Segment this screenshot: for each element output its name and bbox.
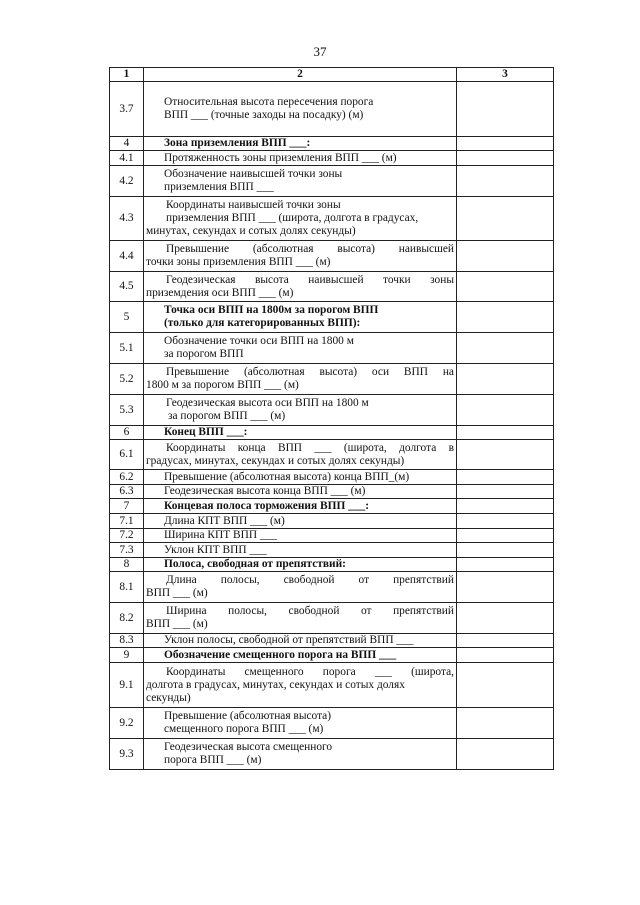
row-number: 7.1 bbox=[110, 514, 144, 529]
description-line: Обозначение точки оси ВПП на 1800 м bbox=[164, 335, 354, 347]
table-row bbox=[110, 485, 554, 499]
table-row bbox=[110, 663, 554, 708]
value-cell[interactable] bbox=[457, 739, 554, 770]
value-cell[interactable] bbox=[457, 137, 554, 151]
section-number: 6 bbox=[110, 426, 144, 440]
row-description: Уклон полосы, свободной от препятствий ВПП ___ bbox=[144, 634, 457, 648]
value-cell[interactable] bbox=[457, 634, 554, 648]
table-row bbox=[110, 302, 554, 333]
table-row bbox=[110, 151, 554, 166]
description-line: Относительная высота пересечения порога bbox=[164, 96, 374, 108]
table-row bbox=[110, 634, 554, 648]
section-title: Концевая полоса торможения ВПП ___: bbox=[144, 499, 457, 514]
description-line: секунды) bbox=[146, 691, 191, 704]
table-row bbox=[110, 82, 554, 137]
value-cell[interactable] bbox=[457, 426, 554, 440]
description-line: за порогом ВПП ___ (м) bbox=[168, 410, 286, 422]
row-description: Длина КПТ ВПП ___ (м) bbox=[144, 514, 457, 529]
row-number: 6.3 bbox=[110, 485, 144, 499]
description-line: за порогом ВПП bbox=[164, 348, 244, 360]
section-title: Конец ВПП ___: bbox=[144, 426, 457, 440]
page-number: 37 bbox=[313, 44, 327, 59]
row-number: 3.7 bbox=[110, 82, 144, 137]
description-line: Координаты конца ВПП ___ (широта, долгота в bbox=[166, 441, 454, 454]
value-cell[interactable] bbox=[457, 663, 554, 708]
row-description: Протяженность зоны приземления ВПП ___ (м) bbox=[144, 151, 457, 166]
table-row bbox=[110, 529, 554, 543]
row-number: 9.1 bbox=[110, 663, 144, 708]
description-line: минутах, секундах и сотых долях секунды) bbox=[146, 225, 356, 237]
description-line: смещенного порога ВПП ___ (м) bbox=[164, 723, 324, 735]
table-row bbox=[110, 395, 554, 426]
table-row bbox=[110, 364, 554, 395]
value-cell[interactable] bbox=[457, 572, 554, 603]
row-description bbox=[144, 440, 457, 470]
row-number: 4.2 bbox=[110, 166, 144, 197]
column-header-2: 2 bbox=[144, 68, 457, 82]
value-cell[interactable] bbox=[457, 151, 554, 166]
value-cell[interactable] bbox=[457, 395, 554, 426]
row-number: 8.3 bbox=[110, 634, 144, 648]
description-line: Точка оси ВПП на 1800м за порогом ВПП bbox=[164, 304, 379, 316]
row-description bbox=[144, 364, 457, 395]
description-line: приземдения оси ВПП ___ (м) bbox=[146, 286, 294, 299]
row-description bbox=[144, 197, 457, 241]
table-row bbox=[110, 499, 554, 514]
value-cell[interactable] bbox=[457, 364, 554, 395]
value-cell[interactable] bbox=[457, 333, 554, 364]
value-cell[interactable] bbox=[457, 241, 554, 272]
description-line: (только для категорированных ВПП): bbox=[164, 317, 361, 329]
value-cell[interactable] bbox=[457, 82, 554, 137]
row-number: 7.3 bbox=[110, 543, 144, 558]
description-line: ВПП ___ (м) bbox=[146, 587, 208, 599]
row-description: Уклон КПТ ВПП ___ bbox=[144, 543, 457, 558]
description-line: ВПП ___ (точные заходы на посадку) (м) bbox=[164, 109, 364, 121]
value-cell[interactable] bbox=[457, 514, 554, 529]
value-cell[interactable] bbox=[457, 166, 554, 197]
table-row bbox=[110, 197, 554, 241]
value-cell[interactable] bbox=[457, 529, 554, 543]
description-line: Координаты смещенного порога ___ (широта, bbox=[166, 665, 454, 678]
row-description bbox=[144, 663, 457, 708]
column-header-3: 3 bbox=[457, 68, 554, 82]
description-line: Превышение (абсолютная высота) наивысшей bbox=[166, 243, 454, 255]
description-line: порога ВПП ___ (м) bbox=[164, 754, 262, 766]
row-description bbox=[144, 166, 457, 197]
section-number: 4 bbox=[110, 137, 144, 151]
description-line: приземления ВПП ___ bbox=[164, 181, 274, 193]
row-description bbox=[144, 603, 457, 634]
section-number: 7 bbox=[110, 499, 144, 514]
value-cell[interactable] bbox=[457, 543, 554, 558]
section-title: Полоса, свободная от препятствий: bbox=[144, 558, 457, 572]
row-number: 9.2 bbox=[110, 708, 144, 739]
row-description bbox=[144, 272, 457, 302]
table-row bbox=[110, 333, 554, 364]
description-line: Превышение (абсолютная высота) оси ВПП на bbox=[166, 366, 454, 378]
description-line: 1800 м за порогом ВПП ___ (м) bbox=[146, 379, 299, 391]
row-number: 4.4 bbox=[110, 241, 144, 272]
row-description bbox=[144, 572, 457, 603]
row-number: 8.2 bbox=[110, 603, 144, 634]
section-number: 9 bbox=[110, 648, 144, 663]
section-title bbox=[144, 302, 457, 333]
description-line: Длина полосы, свободной от препятствий bbox=[166, 574, 454, 586]
description-line: Превышение (абсолютная высота) bbox=[164, 710, 332, 722]
description-line: Геодезическая высота смещенного bbox=[164, 741, 333, 753]
value-cell[interactable] bbox=[457, 708, 554, 739]
description-line: точки зоны приземления ВПП ___ (м) bbox=[146, 256, 331, 268]
description-line: Ширина полосы, свободной от препятствий bbox=[166, 605, 454, 617]
table-row bbox=[110, 708, 554, 739]
value-cell[interactable] bbox=[457, 648, 554, 663]
row-number: 4.3 bbox=[110, 197, 144, 241]
value-cell[interactable] bbox=[457, 603, 554, 634]
description-line: долгота в градусах, минутах, секундах и сотых долях bbox=[146, 678, 405, 691]
description-line: Геодезическая высота оси ВПП на 1800 м bbox=[166, 397, 369, 409]
aerodrome-data-table bbox=[109, 67, 554, 770]
table-row bbox=[110, 603, 554, 634]
table-row bbox=[110, 514, 554, 529]
section-title: Обозначение смещенного порога на ВПП ___ bbox=[144, 648, 457, 663]
table-row bbox=[110, 440, 554, 470]
row-number: 4.5 bbox=[110, 272, 144, 302]
table-row bbox=[110, 648, 554, 663]
row-number: 8.1 bbox=[110, 572, 144, 603]
table-row bbox=[110, 241, 554, 272]
table-row bbox=[110, 137, 554, 151]
row-description bbox=[144, 82, 457, 137]
row-description bbox=[144, 739, 457, 770]
column-header-1: 1 bbox=[110, 68, 144, 82]
table-row bbox=[110, 558, 554, 572]
description-line: Обозначение наивысшей точки зоны bbox=[164, 168, 343, 180]
value-cell[interactable] bbox=[457, 302, 554, 333]
row-description bbox=[144, 333, 457, 364]
value-cell[interactable] bbox=[457, 558, 554, 572]
value-cell[interactable] bbox=[457, 440, 554, 470]
section-number: 8 bbox=[110, 558, 144, 572]
description-line: приземления ВПП ___ (широта, долгота в градусах, bbox=[166, 212, 419, 224]
row-description: Геодезическая высота конца ВПП ___ (м) bbox=[144, 485, 457, 499]
section-title: Зона приземления ВПП ___: bbox=[144, 137, 457, 151]
row-description bbox=[144, 395, 457, 426]
description-line: Геодезическая высота наивысшей точки зоны bbox=[166, 273, 454, 286]
description-line: градусах, минутах, секундах и сотых долях секунды) bbox=[146, 454, 405, 467]
description-line: ВПП ___ (м) bbox=[146, 618, 208, 630]
row-description: Ширина КПТ ВПП ___ bbox=[144, 529, 457, 543]
row-number: 6.1 bbox=[110, 440, 144, 470]
table-row bbox=[110, 272, 554, 302]
section-number: 5 bbox=[110, 302, 144, 333]
table-row bbox=[110, 470, 554, 485]
row-number: 6.2 bbox=[110, 470, 144, 485]
row-number: 4.1 bbox=[110, 151, 144, 166]
row-number: 5.2 bbox=[110, 364, 144, 395]
row-description bbox=[144, 708, 457, 739]
value-cell[interactable] bbox=[457, 499, 554, 514]
table-row bbox=[110, 426, 554, 440]
value-cell[interactable] bbox=[457, 470, 554, 485]
table-row bbox=[110, 572, 554, 603]
row-description: Превышение (абсолютная высота) конца ВПП_(м) bbox=[144, 470, 457, 485]
table-row bbox=[110, 739, 554, 770]
row-number: 5.3 bbox=[110, 395, 144, 426]
row-number: 5.1 bbox=[110, 333, 144, 364]
table-header-row bbox=[110, 68, 554, 82]
value-cell[interactable] bbox=[457, 197, 554, 241]
row-description bbox=[144, 241, 457, 272]
table-row bbox=[110, 543, 554, 558]
description-line: Координаты наивысшей точки зоны bbox=[166, 199, 341, 211]
value-cell[interactable] bbox=[457, 485, 554, 499]
value-cell[interactable] bbox=[457, 272, 554, 302]
row-number: 7.2 bbox=[110, 529, 144, 543]
table-row bbox=[110, 166, 554, 197]
row-number: 9.3 bbox=[110, 739, 144, 770]
